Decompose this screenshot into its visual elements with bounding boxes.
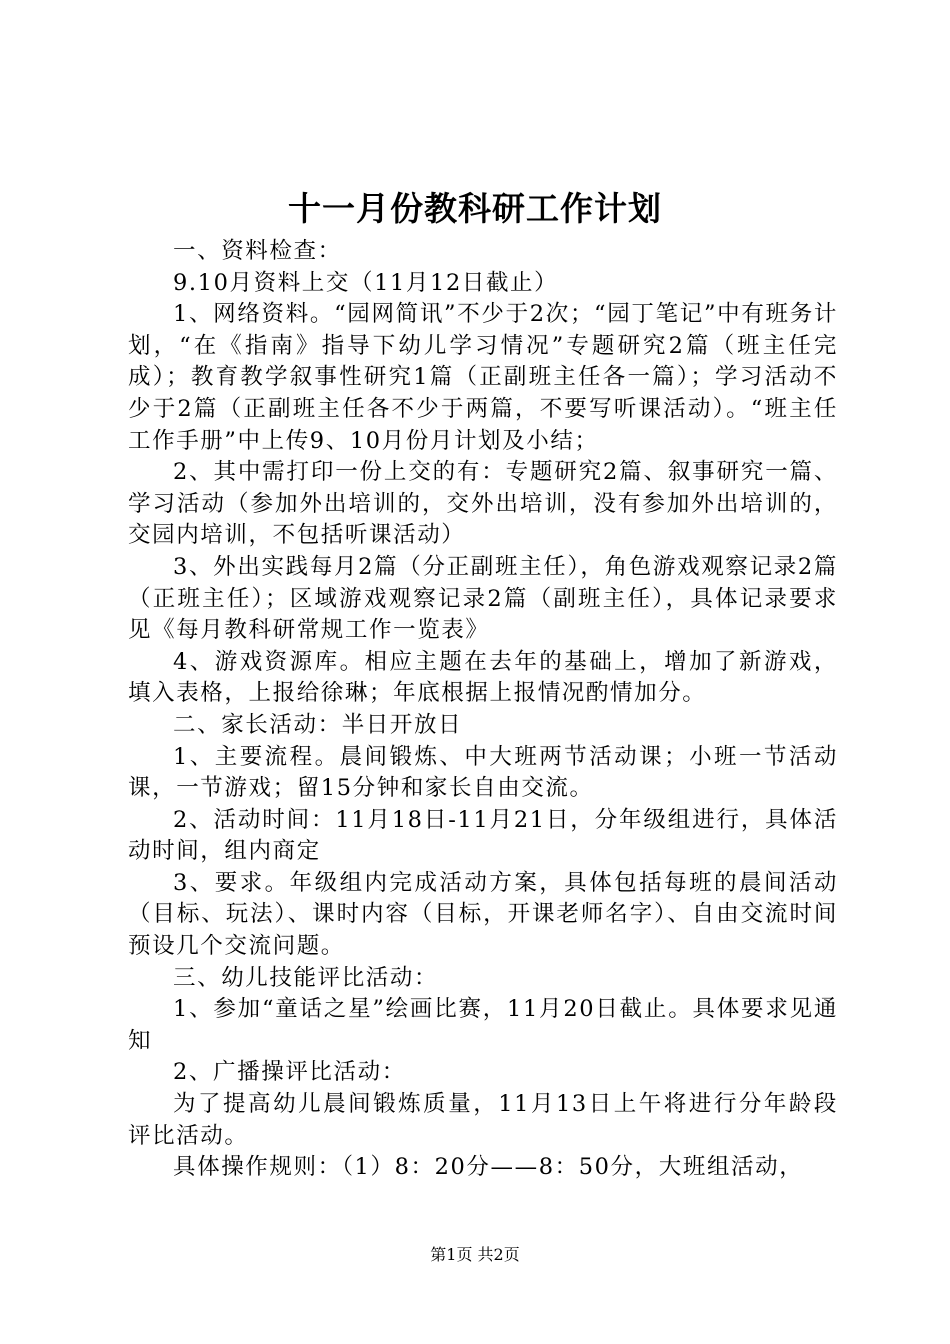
section-heading: 三、幼儿技能评比活动：	[173, 964, 439, 991]
paragraph: 为了提高幼儿晨间锻炼质量，11月13日上午将进行分年龄段评比活动。	[128, 1091, 838, 1149]
paragraph: 2、广播操评比活动：	[173, 1059, 406, 1086]
paragraph: 3、要求。年级组内完成活动方案，具体包括每班的晨间活动（目标、玩法）、课时内容（目标，开课老师名字）、自由交流时间预设几个交流问题。	[128, 869, 838, 960]
page-number-footer: 第1页 共2页	[430, 1245, 520, 1264]
paragraph: 具体操作规则：（1）8：20分——8：50分，大班组活动，	[173, 1154, 804, 1181]
paragraph: 1、主要流程。晨间锻炼、中大班两节活动课；小班一节活动课，一节游戏；留15分钟和家长自由交流。	[128, 743, 838, 802]
document-title: 十一月份教科研工作计划	[288, 189, 662, 228]
document-body	[128, 236, 838, 1184]
paragraph: 2、活动时间：11月18日-11月21日，分年级组进行，具体活动时间，组内商定	[128, 806, 838, 865]
paragraph: 4、游戏资源库。相应主题在去年的基础上，增加了新游戏，填入表格，上报给徐琳；年底根据上报情况酌情加分。	[128, 648, 838, 707]
section-heading: 一、资料检查：	[173, 238, 342, 264]
paragraph: 3、外出实践每月2篇（分正副班主任），角色游戏观察记录2篇（正班主任）；区域游戏观察记录2篇（副班主任），具体记录要求见《每月教科研常规工作一览表》	[128, 553, 838, 644]
paragraph: 1、网络资料。“园网简讯”不少于2次；“园丁笔记”中有班务计划，“在《指南》指导下幼儿学习情况”专题研究2篇（班主任完成）；教育教学叙事性研究1篇（正副班主任各一篇）；学习活动不少于2篇（正副班主任各不少于两篇，不要写听课活动）。“班主任工作手册”中上传9、10月份月计划及小结；	[128, 301, 838, 454]
paragraph: 2、其中需打印一份上交的有：专题研究2篇、叙事研究一篇、学习活动（参加外出培训的，交外出培训，没有参加外出培训的，交园内培训，不包括听课活动）	[128, 459, 838, 549]
paragraph: 1、参加“童话之星”绘画比赛，11月20日截止。具体要求见通知	[128, 996, 838, 1054]
paragraph: 9.10月资料上交（11月12日截止）	[173, 269, 559, 296]
section-heading: 二、家长活动：半日开放日	[173, 711, 463, 738]
